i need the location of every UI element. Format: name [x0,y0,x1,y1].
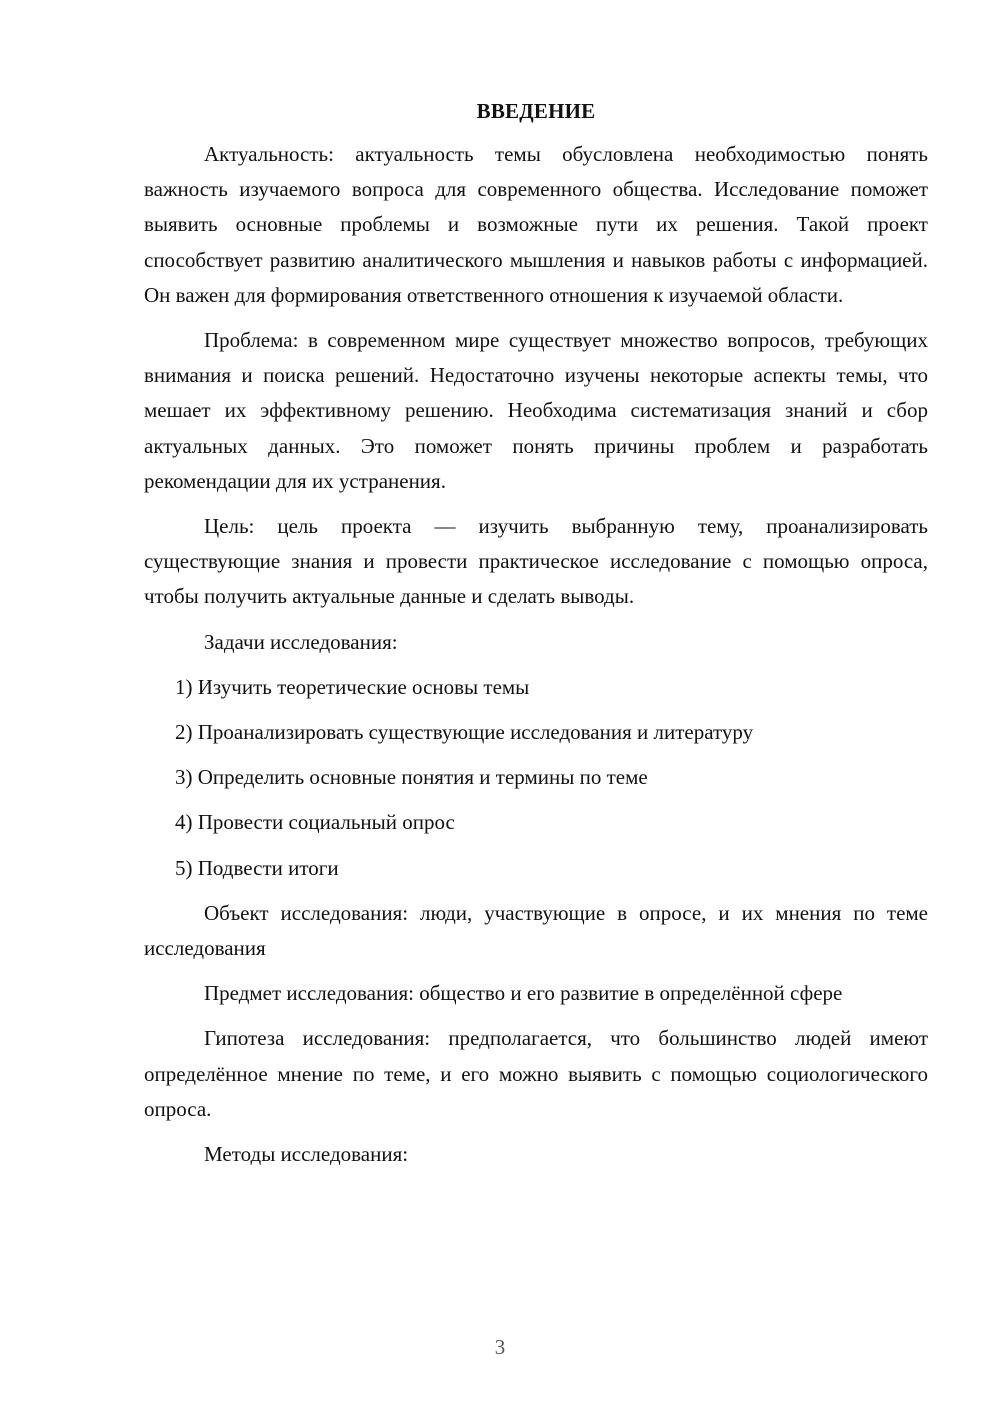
task-item-2: 2) Проанализировать существующие исследования и литературу [175,720,754,745]
methods-heading: Методы исследования: [204,1142,409,1167]
hypothesis-paragraph: Гипотеза исследования: предполагается, что большинство людей имеют определённое мнение по теме, и его можно выявить с помощью социологического опроса. [144,1026,928,1121]
goal-paragraph: Цель: цель проекта — изучить выбранную тему, проанализировать существующие знания и провести практическое исследование с помощью опроса, чтобы получить актуальные данные и сделать выводы. [144,514,928,609]
research-subject-paragraph: Предмет исследования: общество и его развитие в определённой сфере [204,981,843,1006]
task-item-4: 4) Провести социальный опрос [175,810,455,835]
page-title: ВВЕДЕНИЕ [476,99,596,123]
relevance-paragraph: Актуальность: актуальность темы обусловлена необходимостью понять важность изучаемого вопроса для современного общества. Исследование поможет выявить основные проблемы и возможные пути их решения. Такой проект способствует развитию аналитического мышления и навыков работы с информацией. Он важен для формирования ответственного отношения к изучаемой области. [144,142,928,307]
task-item-1: 1) Изучить теоретические основы темы [175,674,530,699]
task-item-3: 3) Определить основные понятия и термины по теме [175,765,648,790]
task-item-5: 5) Подвести итоги [175,855,339,880]
problem-paragraph: Проблема: в современном мире существует множество вопросов, требующих внимания и поиска решений. Недостаточно изучены некоторые аспекты темы, что мешает их эффективному решению. Необходима систематизация знаний и сбор актуальных данных. Это поможет понять причины проблем и разработать рекомендации для их устранения. [144,328,928,493]
page-number: 3 [494,1335,506,1359]
research-object-paragraph: Объект исследования: люди, участвующие в опросе, и их мнения по теме исследования [144,900,928,961]
tasks-heading: Задачи исследования: [204,629,398,654]
